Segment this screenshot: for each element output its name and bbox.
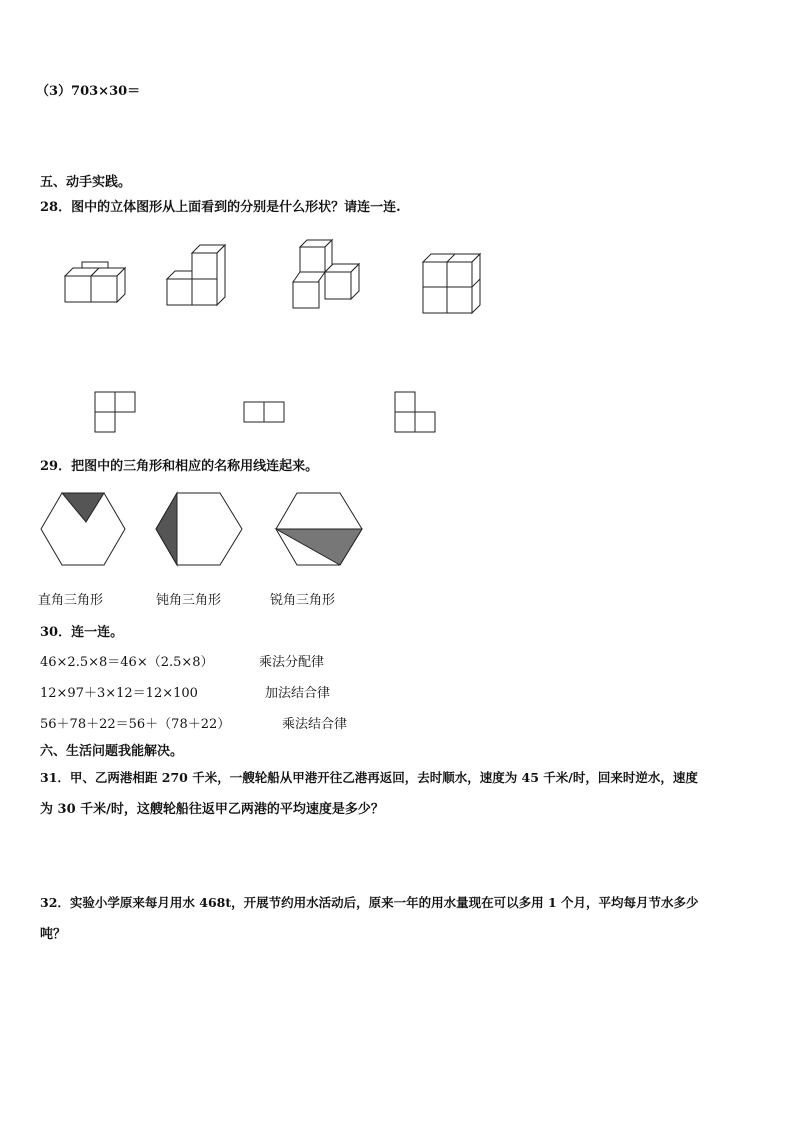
q30-expression-3: 56＋78＋22＝56＋（78＋22） xyxy=(40,717,231,732)
top-view-2 xyxy=(243,401,285,423)
q30-law-1: 乘法分配律 xyxy=(259,655,325,670)
q27-item-3: （3）703×30＝ xyxy=(36,84,141,99)
hexagon-triangle-2 xyxy=(155,492,243,566)
hexagon-triangle-1 xyxy=(40,492,126,566)
q29-text: 29．把图中的三角形和相应的名称用线连起来。 xyxy=(40,459,319,474)
cube-group-4 xyxy=(422,254,482,314)
cube-group-1 xyxy=(64,261,126,303)
top-view-3 xyxy=(394,391,436,433)
q30-law-3: 乘法结合律 xyxy=(282,717,348,732)
cube-group-2 xyxy=(166,245,226,307)
q32-line-1: 32．实验小学原来每月用水 468t，开展节约用水活动后，原来一年的用水量现在可以多用 1 个月，平均每月节水多少 xyxy=(40,895,699,910)
q31-line-1: 31．甲、乙两港相距 270 千米，一艘轮船从甲港开往乙港再返回，去时顺水，速度为 45 千米/时，回来时逆水，速度 xyxy=(40,770,698,785)
top-view-1 xyxy=(94,391,136,433)
q29-label-obtuse-triangle: 钝角三角形 xyxy=(156,593,222,608)
q30-expression-2: 12×97＋3×12＝12×100 xyxy=(40,686,198,701)
q28-text: 28．图中的立体图形从上面看到的分别是什么形状？请连一连. xyxy=(40,200,401,215)
q32-line-2: 吨？ xyxy=(40,927,67,942)
q31-line-2: 为 30 千米/时，这艘轮船往返甲乙两港的平均速度是多少？ xyxy=(40,802,384,817)
q29-label-right-triangle: 直角三角形 xyxy=(38,593,104,608)
q29-label-acute-triangle: 锐角三角形 xyxy=(270,593,336,608)
section-5-title: 五、动手实践。 xyxy=(40,175,132,190)
q30-expression-1: 46×2.5×8＝46×（2.5×8） xyxy=(40,655,214,670)
cube-group-3 xyxy=(292,240,360,308)
hexagon-triangle-3 xyxy=(275,492,363,566)
q30-law-2: 加法结合律 xyxy=(265,686,331,701)
section-6-title: 六、生活问题我能解决。 xyxy=(40,744,184,759)
q30-text: 30．连一连。 xyxy=(40,625,124,640)
